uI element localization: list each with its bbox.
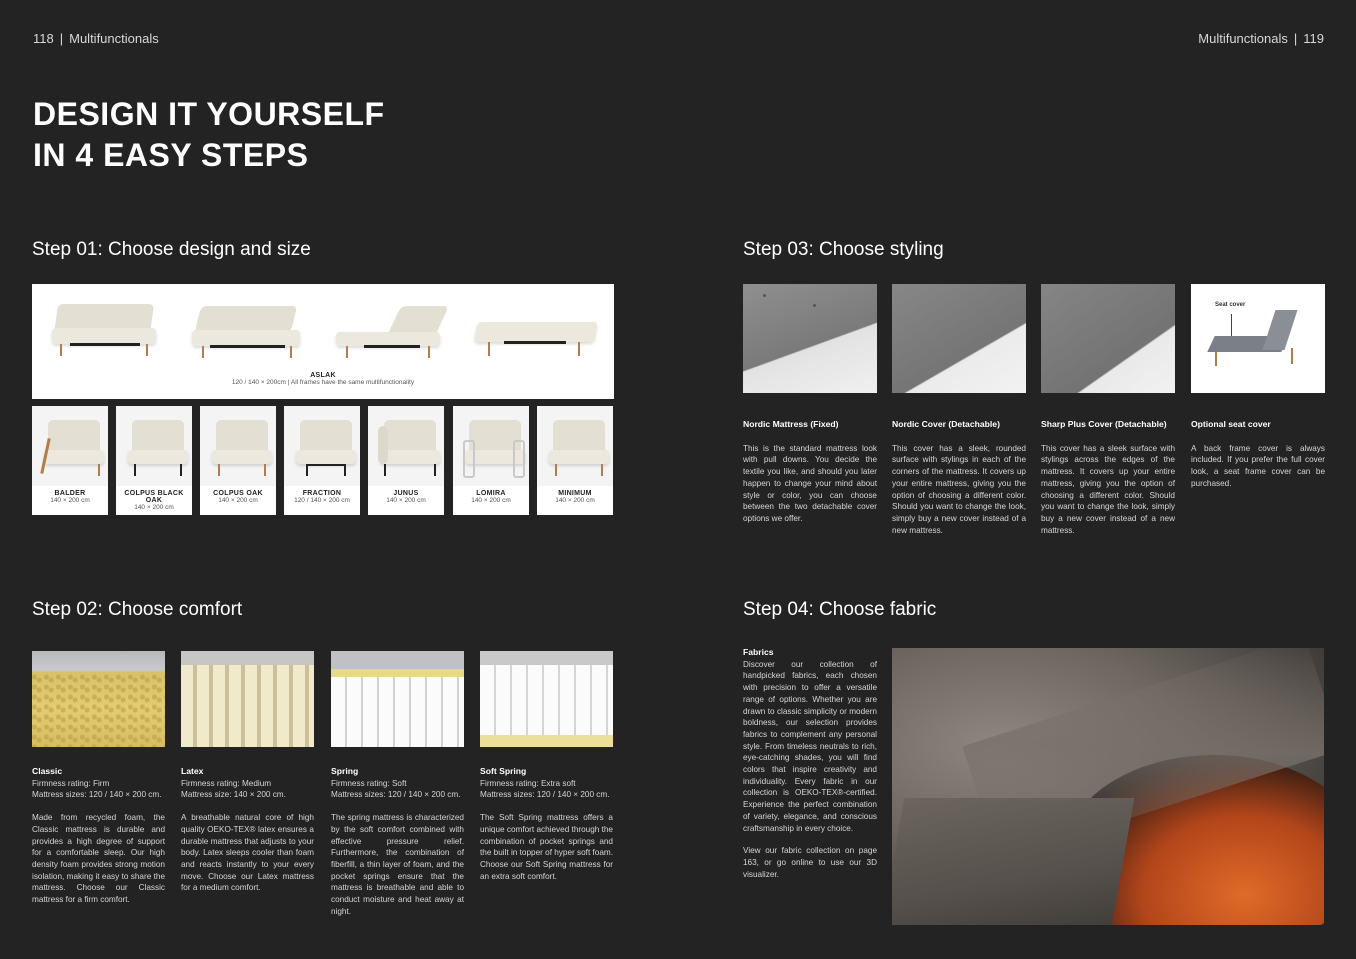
comfort-rating: Firmness rating: Medium xyxy=(181,778,272,788)
model-tile xyxy=(284,406,360,515)
comfort-sizes: Mattress sizes: 120 / 140 × 200 cm. xyxy=(32,790,162,800)
sofa-image-bed-view xyxy=(474,314,599,360)
comfort-sizes: Mattress size: 140 × 200 cm. xyxy=(181,790,286,800)
sharp-plus-cover-image xyxy=(1041,284,1175,393)
model-name: COLPUS OAK xyxy=(213,490,263,497)
comfort-item xyxy=(331,766,464,917)
classic-foam-image xyxy=(32,651,165,747)
comfort-description: The Soft Spring mattress offers a unique comfort achieved through the combination of pocket springs and the built in topper of hyper soft foam. Choose our Soft Spring mattress for an extra soft comfort. xyxy=(480,813,613,881)
styling-name: Sharp Plus Cover (Detachable) xyxy=(1041,419,1167,429)
featured-model-name: ASLAK xyxy=(310,372,336,379)
model-name: LOMIRA xyxy=(476,490,506,497)
fabric-description xyxy=(743,647,877,880)
comfort-description: The spring mattress is characterized by the soft comfort combined with effective pressure relief. Furthermore, the combination of fiberfill, a thin layer of foam, and the pocket springs ensure that the mattress is breathable and able to conduct moisture and heat away at night. xyxy=(331,813,464,916)
seat-cover-label: Seat cover xyxy=(1215,302,1246,308)
sofa-image-sofa-view xyxy=(50,298,160,358)
model-tile xyxy=(368,406,444,515)
nordic-cover-image xyxy=(892,284,1026,393)
featured-sofa-panel xyxy=(32,284,614,399)
seat-cover-image xyxy=(1191,284,1325,393)
section-name: Multifunctionals xyxy=(1198,31,1288,46)
model-tile xyxy=(537,406,613,515)
model-size: 140 × 200 cm xyxy=(218,497,258,504)
comfort-name: Latex xyxy=(181,766,204,776)
page-number-right: Multifunctionals | 119 xyxy=(1198,31,1324,46)
model-name: COLPUS BLACK OAK xyxy=(124,490,184,504)
model-name: MINIMUM xyxy=(558,490,592,497)
model-size: 140 × 200 cm xyxy=(386,497,426,504)
sofa-image-lounge-view xyxy=(334,306,454,360)
model-size: 140 × 200 cm xyxy=(134,504,174,511)
comfort-item xyxy=(181,766,314,894)
comfort-description: Made from recycled foam, the Classic mattress is durable and provides a high degree of support for a comfortable sleep. Our high density foam provides strong motion isolation, making it easy to share the mattress. Choose our Classic mattress for a firm comfort. xyxy=(32,813,165,905)
page-number: 118 xyxy=(33,31,54,46)
step-1-title: Step 01: Choose design and size xyxy=(32,239,311,260)
styling-item xyxy=(892,419,1026,536)
styling-item xyxy=(1041,419,1175,536)
page-number-left: 118 | Multifunctionals xyxy=(33,31,159,46)
styling-description: This cover has a sleek, rounded surface with stylings in each of the corners of the mattress. It covers up your entire mattress, giving you the option of choosing a different color. Should you want to change the look, simply buy a new cover instead of a new mattress. xyxy=(892,443,1026,535)
comfort-name: Soft Spring xyxy=(480,766,527,776)
model-size: 120 / 140 × 200 cm xyxy=(294,497,350,504)
page-number: 119 xyxy=(1303,31,1324,46)
section-name: Multifunctionals xyxy=(69,31,159,46)
fabrics-title: Fabrics xyxy=(743,647,774,657)
styling-name: Nordic Cover (Detachable) xyxy=(892,419,1000,429)
comfort-name: Spring xyxy=(331,766,359,776)
model-size: 140 × 200 cm xyxy=(555,497,595,504)
headline-line-1: DESIGN IT YOURSELF xyxy=(33,96,385,132)
comfort-rating: Firmness rating: Extra soft xyxy=(480,778,576,788)
comfort-item xyxy=(32,766,165,906)
comfort-name: Classic xyxy=(32,766,63,776)
spring-pockets-image xyxy=(331,651,464,747)
comfort-description: A breathable natural core of high quality OEKO-TEX® latex ensures a durable mattress that adjusts to your body. Latex sleeps cooler than foam and reacts instantly to your every move. Choose our Latex mattress for a medium comfort. xyxy=(181,813,314,893)
comfort-rating: Firmness rating: Soft xyxy=(331,778,407,788)
headline-line-2: IN 4 EASY STEPS xyxy=(33,137,309,173)
model-size: 140 × 200 cm xyxy=(471,497,511,504)
model-name: BALDER xyxy=(54,490,86,497)
comfort-rating: Firmness rating: Firm xyxy=(32,778,110,788)
model-size: 140 × 200 cm xyxy=(50,497,90,504)
featured-caption xyxy=(32,372,614,386)
nordic-mattress-image xyxy=(743,284,877,393)
model-tile xyxy=(200,406,276,515)
soft-spring-image xyxy=(480,651,613,747)
fabric-image xyxy=(892,648,1324,925)
latex-core-image xyxy=(181,651,314,747)
page-headline xyxy=(33,94,385,176)
step-3-title: Step 03: Choose styling xyxy=(743,239,944,260)
comfort-sizes: Mattress sizes: 120 / 140 × 200 cm. xyxy=(331,790,461,800)
model-name: JUNUS xyxy=(393,490,419,497)
sofa-image-recline-view xyxy=(190,304,305,360)
styling-description: A back frame cover is always included. If you prefer the full cover look, a seat frame cover can be purchased. xyxy=(1191,443,1325,488)
step-2-title: Step 02: Choose comfort xyxy=(32,599,243,620)
model-tile xyxy=(453,406,529,515)
styling-description: This cover has a sleek surface with stylings across the edges of the mattress. It covers up your entire mattress, giving you the option of choosing a different color. Should you want to change the look, simply buy a new cover instead of a new mattress. xyxy=(1041,443,1175,535)
comfort-item xyxy=(480,766,613,882)
styling-name: Nordic Mattress (Fixed) xyxy=(743,419,839,429)
step-4-title: Step 04: Choose fabric xyxy=(743,599,937,620)
featured-model-sizes: 120 / 140 × 200cm | All frames have the same multifunctionality xyxy=(231,379,415,386)
styling-name: Optional seat cover xyxy=(1191,419,1271,429)
styling-item xyxy=(1191,419,1325,490)
fabrics-text: Discover our collection of handpicked fabrics, each chosen with precision to offer a versatile range of options. Whether you are drawn to classic simplicity or modern boldness, our selection provides fabrics to complement any personal style. From timeless neutrals to rich, eye-catching shades, you will find colors that inspire creativity and individuality. Every fabric in our collection is OEKO-TEX®-certified. Experience the perfect combination of variety, elegance, and conscious craftsmanship in every choice. xyxy=(743,659,877,833)
model-tile xyxy=(32,406,108,515)
model-name: FRACTION xyxy=(302,490,342,497)
styling-item xyxy=(743,419,877,525)
comfort-sizes: Mattress sizes: 120 / 140 × 200 cm. xyxy=(480,790,610,800)
styling-description: This is the standard mattress look with pull downs. You decide the textile you like, and should you later happen to change your mind about style or color, you can choose between the two detachable cover options we offer. xyxy=(743,443,877,523)
model-tile xyxy=(116,406,192,515)
fabrics-note: View our fabric collection on page 163, or go online to use our 3D visualizer. xyxy=(743,846,877,879)
